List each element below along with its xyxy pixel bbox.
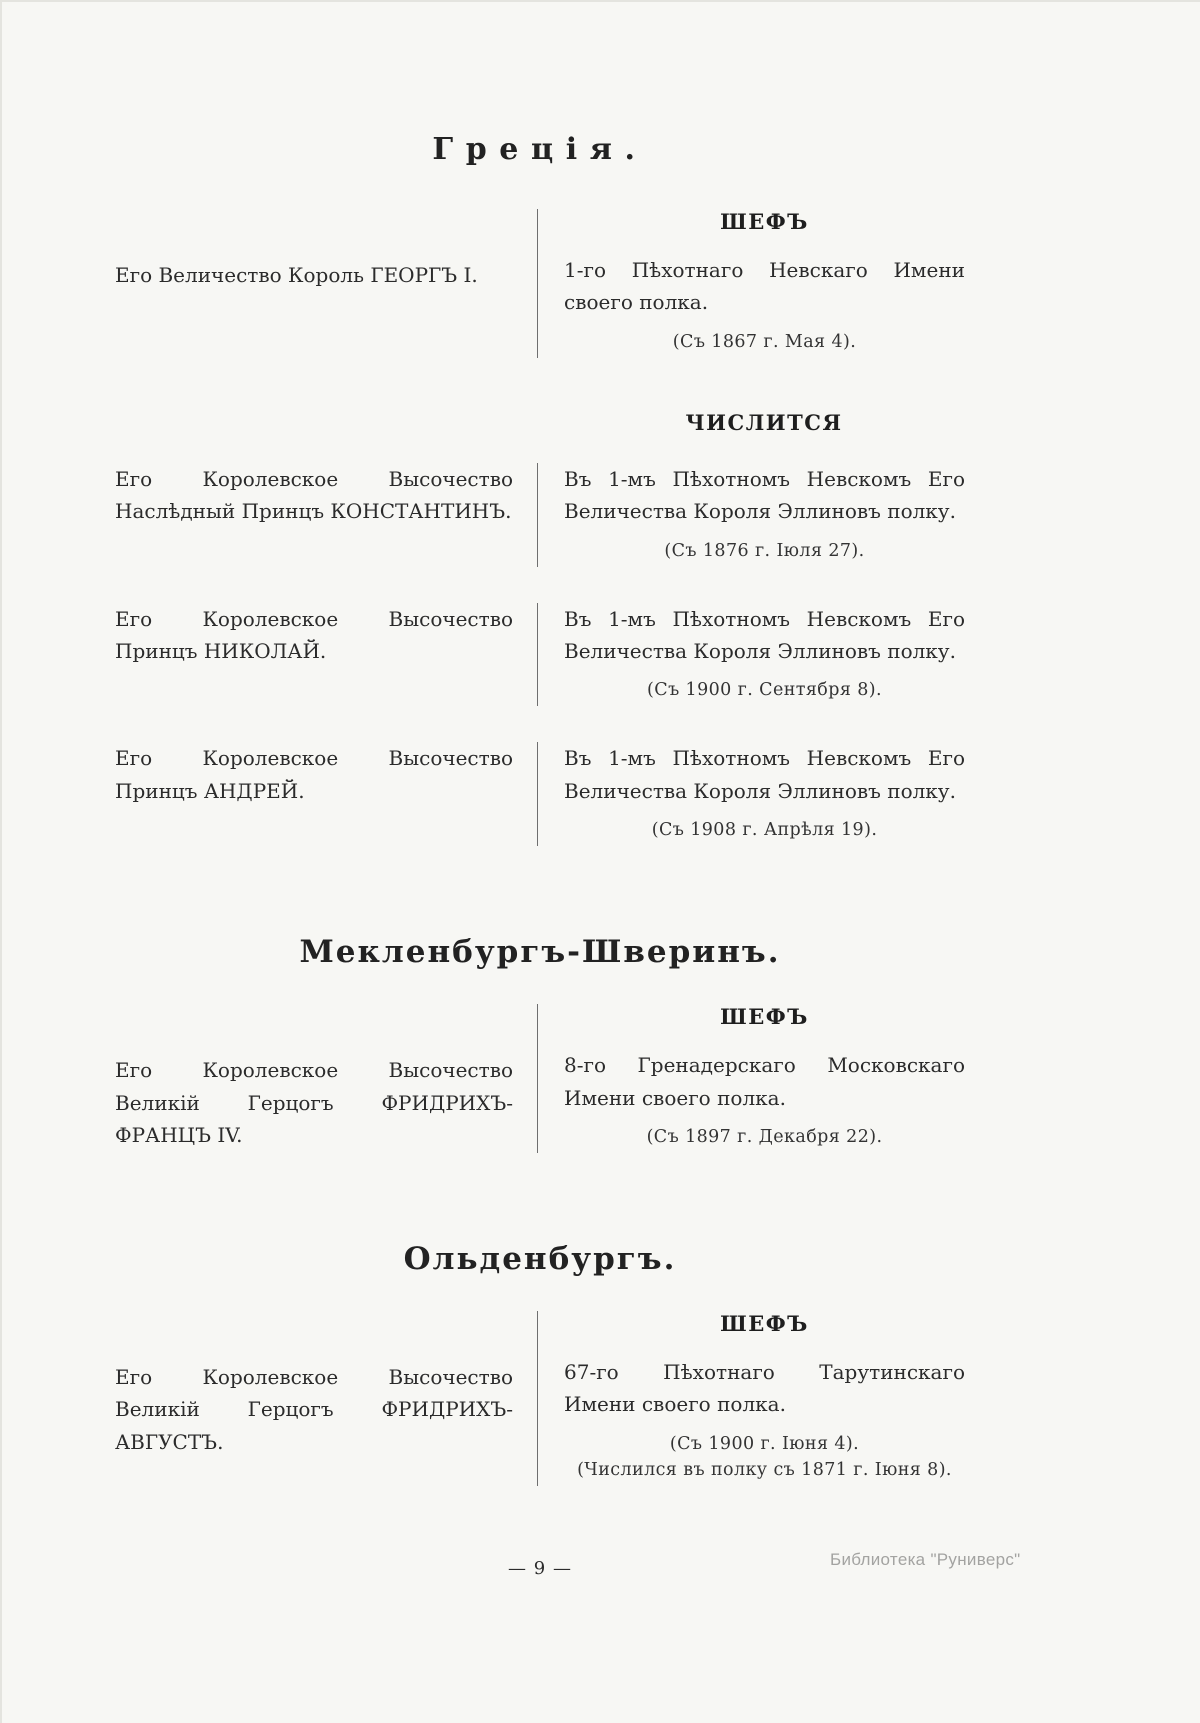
entry-row [115, 209, 965, 358]
regiment-cell [537, 209, 965, 358]
chief-heading: ШЕФЪ [720, 209, 809, 234]
date-text: (Съ 1897 г. Декабря 22). [646, 1126, 883, 1147]
unit-text: 67-го Пѣхотнаго Тарутинскаго Имени своего полка. [564, 1359, 965, 1417]
entry-row [115, 1311, 965, 1486]
section-title-mecklenburg: Мекленбургъ-Шверинъ. [299, 934, 781, 971]
date-text: (Съ 1876 г. Іюля 27). [664, 540, 865, 561]
listed-heading: ЧИСЛИТСЯ [685, 409, 843, 435]
page-number: — 9 — [508, 1557, 572, 1579]
person-cell [115, 742, 537, 807]
person-name: Его Королевское Высочество Принцъ АНДРЕЙ. [115, 746, 513, 803]
date-text: (Съ 1900 г. Іюня 4). [669, 1433, 860, 1454]
date-text: (Съ 1900 г. Сентября 8). [647, 680, 882, 701]
regiment-cell [537, 1004, 965, 1153]
unit-text: Въ 1-мъ Пѣхотномъ Невскомъ Его Величества Короля Эллиновъ полку. [564, 466, 965, 524]
section-title-oldenburg: Ольденбургъ. [403, 1240, 677, 1277]
unit-text: 8-го Гренадерскаго Московскаго Имени своего полка. [564, 1053, 965, 1110]
entry-row [115, 1004, 965, 1153]
unit-text: Въ 1-мъ Пѣхотномъ Невскомъ Его Величества Короля Эллиновъ полку. [564, 606, 965, 663]
person-cell [115, 603, 537, 668]
regiment-cell [537, 603, 965, 707]
entry-row [115, 742, 965, 846]
chief-heading: ШЕФЪ [720, 1004, 809, 1030]
date-text-secondary: (Числился въ полку съ 1871 г. Іюня 8). [577, 1459, 952, 1480]
person-name: Его Величество Король ГЕОРГЪ I. [115, 263, 478, 287]
person-name: Его Королевское Высочество Великій Герцогъ ФРИДРИХЪ-АВГУСТЪ. [115, 1364, 513, 1454]
person-name: Его Королевское Высочество Принцъ НИКОЛАЙ. [115, 606, 513, 663]
page-content [115, 2, 965, 1579]
date-text: (Съ 1908 г. Апрѣля 19). [651, 820, 878, 841]
regiment-cell [537, 742, 965, 846]
date-text: (Съ 1867 г. Мая 4). [672, 331, 857, 352]
unit-text: 1-го Пѣхотнаго Невскаго Имени своего полка. [564, 258, 965, 315]
regiment-cell [537, 463, 965, 567]
person-name: Его Королевское Высочество Великій Герцогъ ФРИДРИХЪ-ФРАНЦЪ IV. [115, 1058, 513, 1147]
person-cell [115, 209, 537, 291]
listed-heading-row [115, 410, 965, 435]
entry-row [115, 463, 965, 567]
person-name: Его Королевское Высочество Наслѣдный Принцъ КОНСТАНТИНЪ. [115, 466, 513, 524]
heading-spacer [115, 410, 537, 435]
section-title-greece: Греція. [432, 132, 648, 167]
entry-row [115, 603, 965, 707]
person-cell [115, 463, 537, 528]
person-cell [115, 1004, 537, 1151]
chief-heading: ШЕФЪ [720, 1310, 809, 1336]
regiment-cell [537, 1311, 965, 1486]
person-cell [115, 1311, 537, 1458]
library-watermark: Библиотека "Руниверс" [830, 1550, 1021, 1569]
unit-text: Въ 1-мъ Пѣхотномъ Невскомъ Его Величества Короля Эллиновъ полку. [564, 746, 965, 803]
